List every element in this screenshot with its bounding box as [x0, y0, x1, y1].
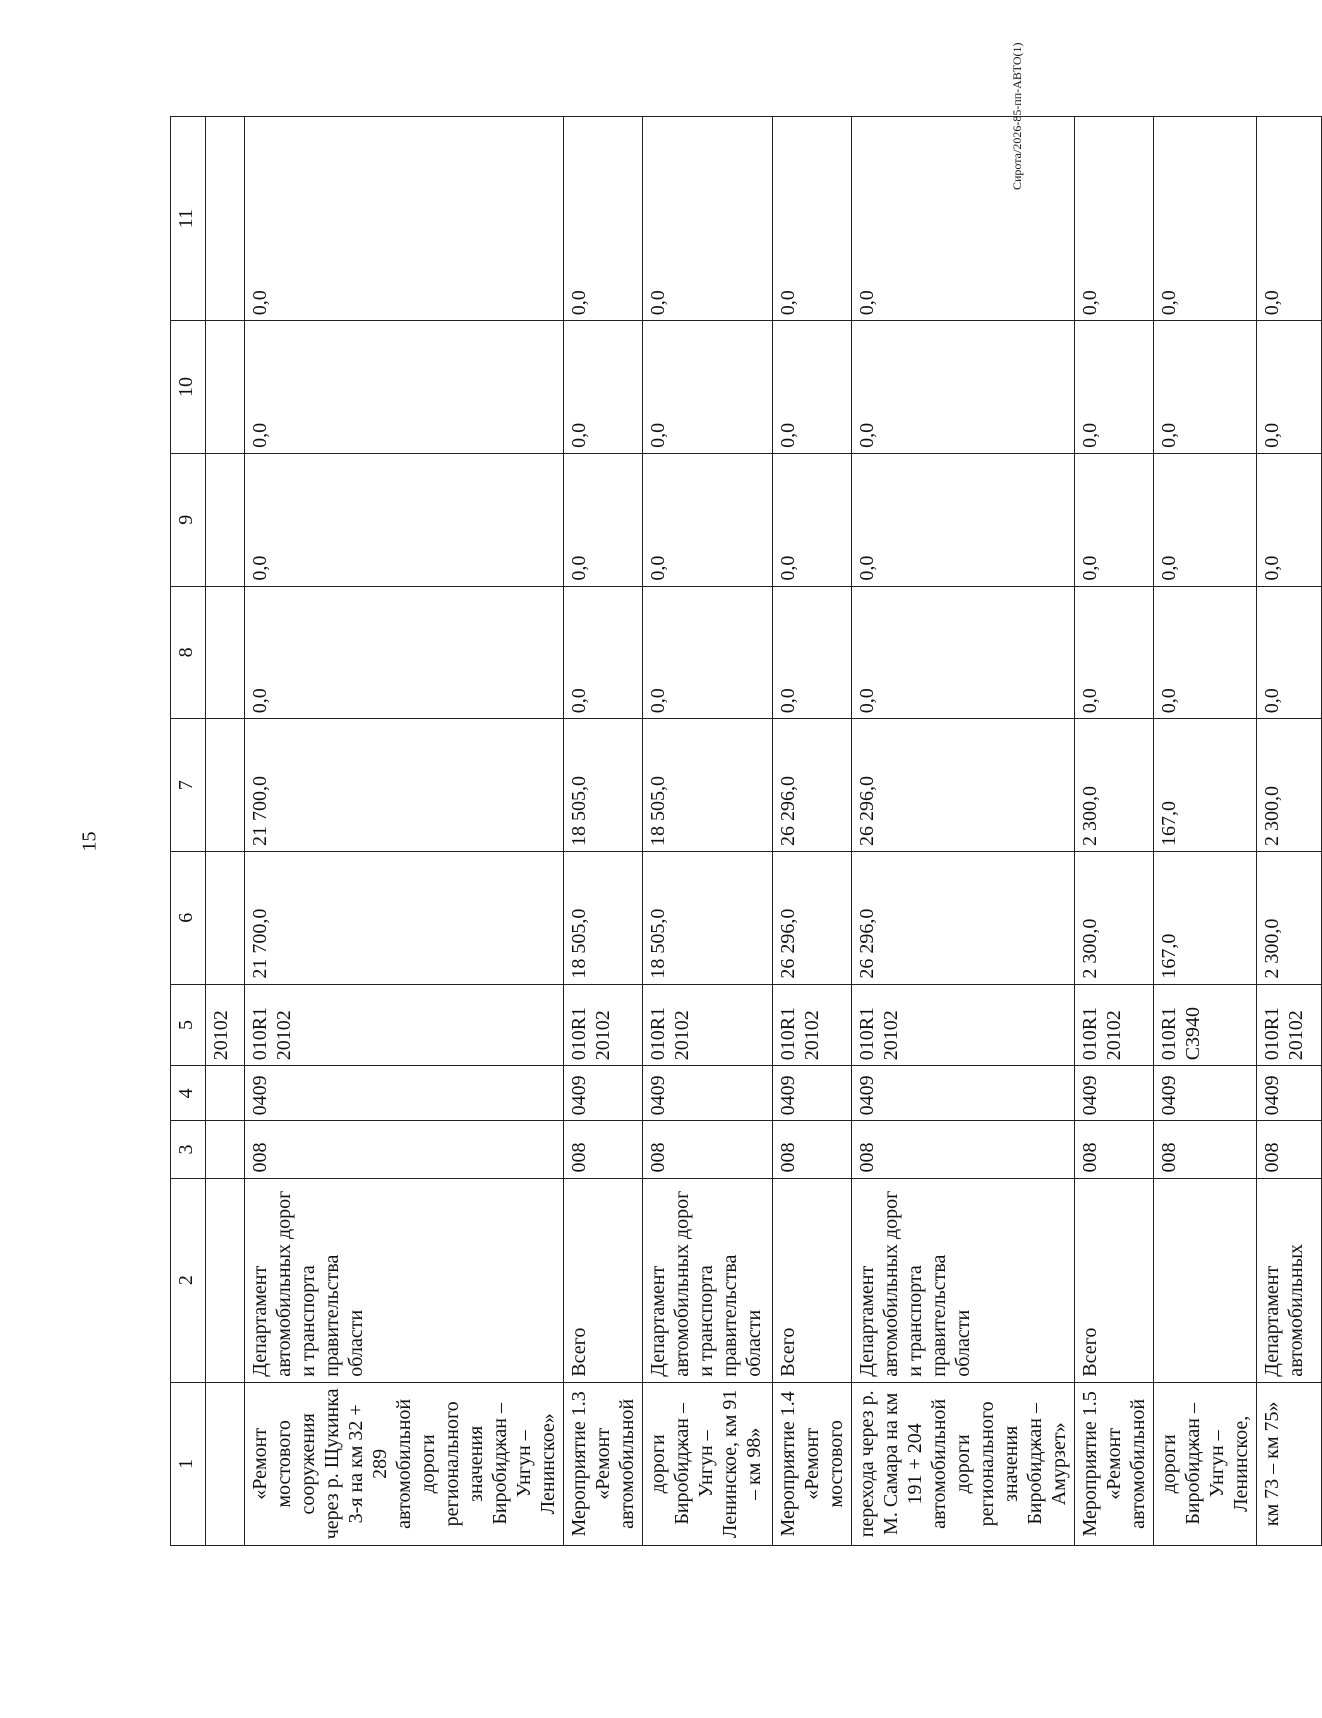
value-cell: 18 505,0 — [564, 719, 643, 852]
header-cell: 2 — [171, 1178, 206, 1382]
table-cell — [206, 321, 245, 454]
value-cell: 0,0 — [564, 321, 643, 454]
value-cell: 0,0 — [1154, 586, 1257, 719]
value-cell: 0,0 — [1154, 117, 1257, 321]
value-cell: 0,0 — [245, 117, 564, 321]
value-cell: 2 300,0 — [1075, 851, 1154, 984]
value-cell: 21 700,0 — [245, 851, 564, 984]
carry-row — [206, 117, 245, 1546]
rzpr-cell: 0409 — [852, 1066, 1075, 1121]
value-cell: 18 505,0 — [643, 719, 773, 852]
table-cell — [206, 1382, 245, 1545]
executor-cell — [1154, 1178, 1257, 1382]
grbs-cell: 008 — [643, 1121, 773, 1178]
value-cell: 0,0 — [1257, 586, 1322, 719]
header-cell: 7 — [171, 719, 206, 852]
event-name-cell: «Ремонт мостового сооружения через р. Щукинка 3-я на км 32 + 289 автомобильной дороги регионального значения Биробиджан – Унгун – Ленинское» — [245, 1382, 564, 1545]
value-cell: 0,0 — [773, 321, 852, 454]
csr-cell: 010R1 С3940 — [1154, 984, 1257, 1066]
csr-cell: 010R1 20102 — [643, 984, 773, 1066]
value-cell: 0,0 — [1075, 321, 1154, 454]
value-cell: 26 296,0 — [773, 719, 852, 852]
value-cell: 26 296,0 — [852, 851, 1075, 984]
grbs-cell: 008 — [1257, 1121, 1322, 1178]
header-cell: 1 — [171, 1382, 206, 1545]
rzpr-cell: 0409 — [1154, 1066, 1257, 1121]
table-cell: 20102 — [206, 984, 245, 1066]
event-name-cell: Мероприятие 1.5 «Ремонт автомобильной — [1075, 1382, 1154, 1545]
value-cell: 0,0 — [773, 453, 852, 586]
rzpr-cell: 0409 — [773, 1066, 852, 1121]
table-row — [852, 117, 1075, 1546]
value-cell: 0,0 — [245, 586, 564, 719]
csr-cell: 010R1 20102 — [773, 984, 852, 1066]
table-cell — [206, 719, 245, 852]
event-name-cell: дороги Биробиджан – Унгун – Ленинское, — [1154, 1382, 1257, 1545]
value-cell: 0,0 — [245, 453, 564, 586]
header-cell: 4 — [171, 1066, 206, 1121]
event-name-cell: Мероприятие 1.3 «Ремонт автомобильной — [564, 1382, 643, 1545]
grbs-cell: 008 — [1154, 1121, 1257, 1178]
header-cell: 5 — [171, 984, 206, 1066]
page-number: 15 — [78, 831, 101, 852]
table-cell — [206, 1121, 245, 1178]
header-cell: 9 — [171, 453, 206, 586]
value-cell: 18 505,0 — [643, 851, 773, 984]
csr-cell: 010R1 20102 — [1257, 984, 1322, 1066]
grbs-cell: 008 — [1075, 1121, 1154, 1178]
executor-cell: Департамент автомобильных дорог и транспорта правительства области — [245, 1178, 564, 1382]
grbs-cell: 008 — [564, 1121, 643, 1178]
value-cell: 2 300,0 — [1257, 719, 1322, 852]
rzpr-cell: 0409 — [245, 1066, 564, 1121]
value-cell: 0,0 — [773, 117, 852, 321]
header-cell: 8 — [171, 586, 206, 719]
value-cell: 167,0 — [1154, 719, 1257, 852]
grbs-cell: 008 — [852, 1121, 1075, 1178]
table-cell — [206, 453, 245, 586]
event-name-cell: км 73 – км 75» — [1257, 1382, 1322, 1545]
csr-cell: 010R1 20102 — [245, 984, 564, 1066]
value-cell: 0,0 — [1075, 453, 1154, 586]
value-cell: 26 296,0 — [852, 719, 1075, 852]
value-cell: 0,0 — [245, 321, 564, 454]
header-cell: 3 — [171, 1121, 206, 1178]
value-cell: 2 300,0 — [1075, 719, 1154, 852]
budget-table — [170, 116, 1322, 1546]
value-cell: 0,0 — [1257, 321, 1322, 454]
rzpr-cell: 0409 — [643, 1066, 773, 1121]
value-cell: 167,0 — [1154, 851, 1257, 984]
executor-cell: Департамент автомобильных дорог и транспорта правительства области — [643, 1178, 773, 1382]
table-row — [245, 117, 564, 1546]
executor-cell: Всего — [773, 1178, 852, 1382]
value-cell: 18 505,0 — [564, 851, 643, 984]
rzpr-cell: 0409 — [1257, 1066, 1322, 1121]
grbs-cell: 008 — [773, 1121, 852, 1178]
value-cell: 0,0 — [1154, 453, 1257, 586]
csr-cell: 010R1 20102 — [852, 984, 1075, 1066]
table-cell — [206, 586, 245, 719]
event-name-cell: дороги Биробиджан – Унгун – Ленинское, км 91 – км 98» — [643, 1382, 773, 1545]
value-cell: 0,0 — [564, 453, 643, 586]
table-row — [643, 117, 773, 1546]
table-cell — [206, 851, 245, 984]
table-cell — [206, 1178, 245, 1382]
table-row — [1154, 117, 1257, 1546]
value-cell: 0,0 — [1154, 321, 1257, 454]
executor-cell: Департамент автомобильных — [1257, 1178, 1322, 1382]
executor-cell: Департамент автомобильных дорог и транспорта правительства области — [852, 1178, 1075, 1382]
table-row — [773, 117, 852, 1546]
header-cell: 6 — [171, 851, 206, 984]
header-row — [171, 117, 206, 1546]
table-row — [1075, 117, 1154, 1546]
value-cell: 0,0 — [643, 117, 773, 321]
rotated-table-wrapper — [170, 116, 1307, 1546]
value-cell: 21 700,0 — [245, 719, 564, 852]
value-cell: 0,0 — [852, 321, 1075, 454]
header-cell: 11 — [171, 117, 206, 321]
document-code: Сирота/2026-85-пп-АВТО(1) — [1010, 42, 1024, 190]
value-cell: 0,0 — [1075, 586, 1154, 719]
executor-cell: Всего — [1075, 1178, 1154, 1382]
value-cell: 0,0 — [1257, 453, 1322, 586]
value-cell: 0,0 — [643, 453, 773, 586]
rzpr-cell: 0409 — [564, 1066, 643, 1121]
value-cell: 2 300,0 — [1257, 851, 1322, 984]
value-cell: 0,0 — [1075, 117, 1154, 321]
table-row — [564, 117, 643, 1546]
value-cell: 0,0 — [773, 586, 852, 719]
value-cell: 0,0 — [564, 117, 643, 321]
value-cell: 0,0 — [643, 321, 773, 454]
value-cell: 0,0 — [852, 117, 1075, 321]
header-cell: 10 — [171, 321, 206, 454]
value-cell: 0,0 — [564, 586, 643, 719]
csr-cell: 010R1 20102 — [564, 984, 643, 1066]
event-name-cell: Мероприятие 1.4 «Ремонт мостового — [773, 1382, 852, 1545]
value-cell: 0,0 — [852, 453, 1075, 586]
executor-cell: Всего — [564, 1178, 643, 1382]
table-cell — [206, 1066, 245, 1121]
csr-cell: 010R1 20102 — [1075, 984, 1154, 1066]
value-cell: 0,0 — [643, 586, 773, 719]
table-cell — [206, 117, 245, 321]
grbs-cell: 008 — [245, 1121, 564, 1178]
value-cell: 0,0 — [852, 586, 1075, 719]
value-cell: 26 296,0 — [773, 851, 852, 984]
table-row — [1257, 117, 1322, 1546]
rzpr-cell: 0409 — [1075, 1066, 1154, 1121]
event-name-cell: перехода через р. М. Самара на км 191 + 204 автомобильной дороги регионального значения Биробиджан – Амурзет» — [852, 1382, 1075, 1545]
value-cell: 0,0 — [1257, 117, 1322, 321]
